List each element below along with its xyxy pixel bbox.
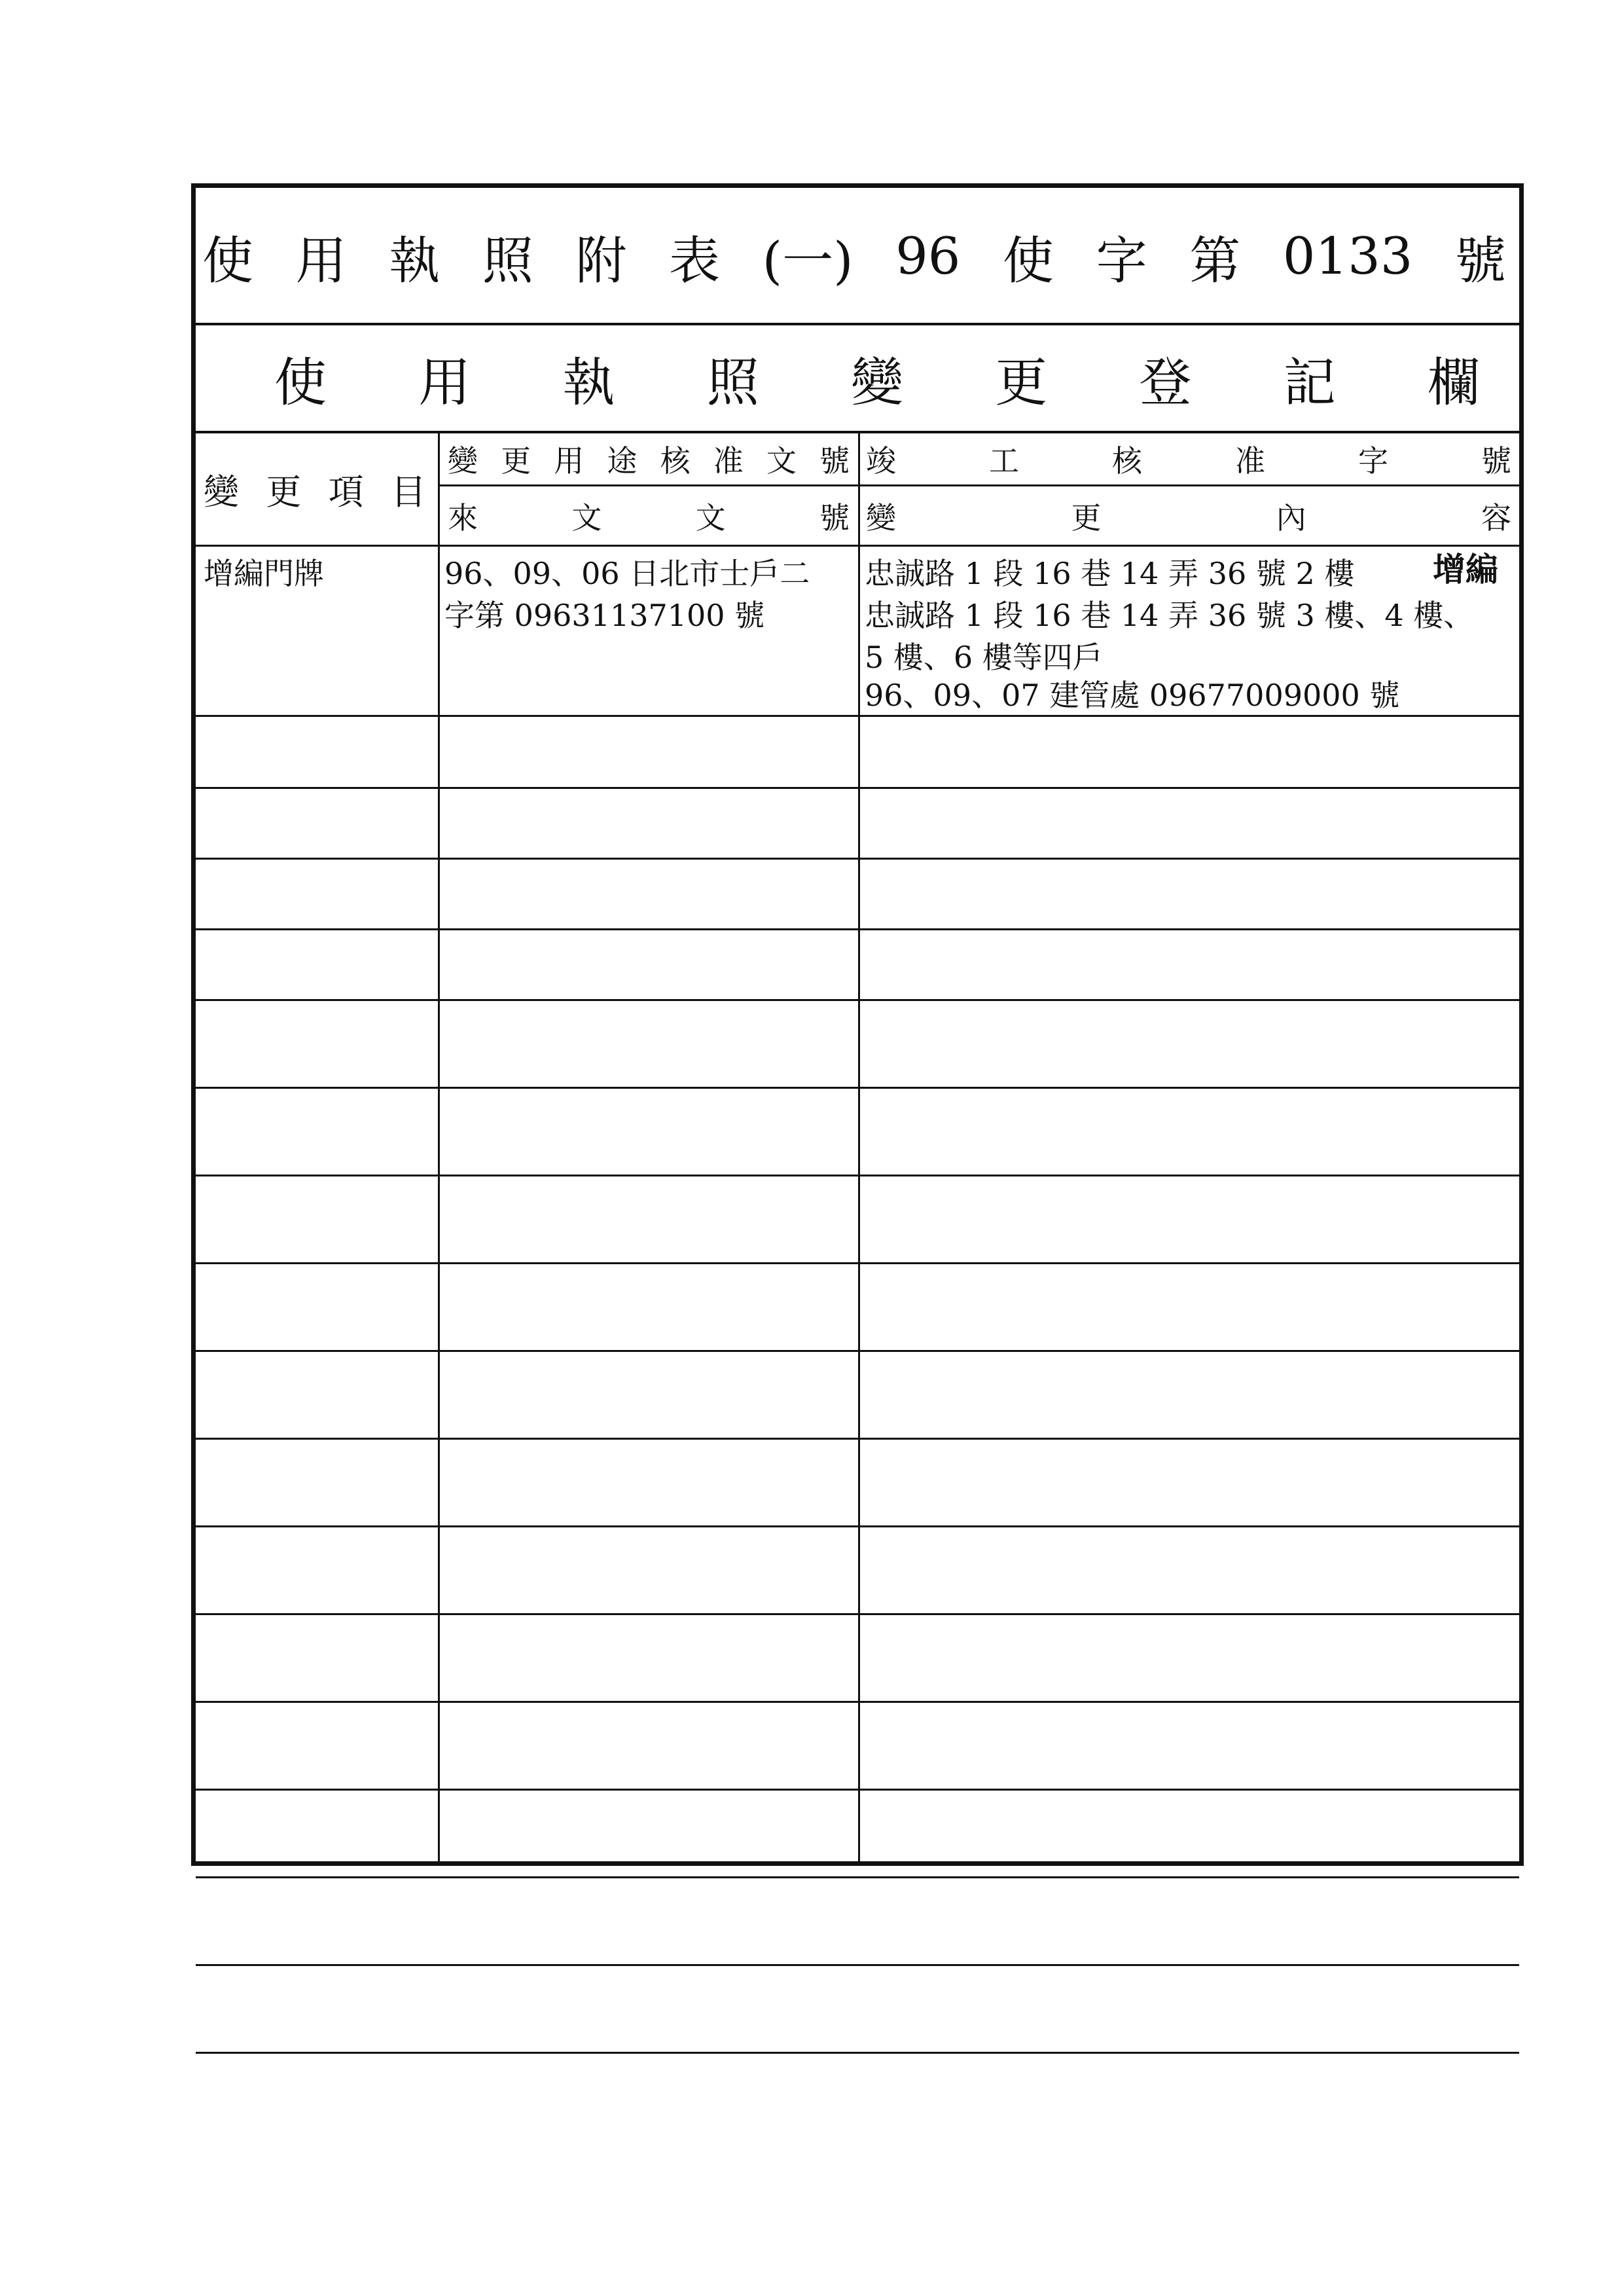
row-divider (196, 2052, 1519, 2054)
header-char: 更 (266, 471, 302, 513)
header-char: 更 (501, 443, 531, 479)
subtitle-char: 使 (274, 352, 327, 413)
row-divider (196, 1701, 1519, 1703)
column-divider (438, 433, 440, 1861)
row-divider (196, 1789, 1519, 1791)
row-content-line: 忠誠路 1 段 16 巷 14 弄 36 號 2 樓 (865, 556, 1355, 591)
header-char: 核 (660, 443, 691, 479)
row-divider (196, 1262, 1519, 1264)
subtitle-char: 更 (995, 352, 1048, 413)
title-char: 0133 (1282, 227, 1413, 286)
row-divider (196, 928, 1519, 930)
row-divider (196, 1876, 1519, 1878)
row-content-line: 5 樓、6 樓等四戶 (865, 640, 1103, 675)
column-divider (858, 433, 860, 1861)
subtitle-char: 記 (1283, 352, 1336, 413)
header-char: 文 (695, 500, 726, 536)
row-content-tag: 增編 (1433, 550, 1498, 589)
header-divider (196, 545, 1519, 547)
title-char: 第 (1189, 232, 1241, 291)
header-char: 項 (328, 471, 364, 513)
header-char: 工 (989, 443, 1019, 479)
header-char: 竣 (866, 443, 896, 479)
header-approval-doc-no (448, 433, 850, 484)
row-divider (196, 858, 1519, 860)
row-divider (196, 787, 1519, 789)
title-band (196, 188, 1519, 325)
subtitle-char: 變 (851, 352, 903, 413)
row-divider (196, 1613, 1519, 1615)
header-char: 准 (1235, 443, 1265, 479)
subtitle-char: 登 (1139, 352, 1192, 413)
subtitle-char: 欄 (1428, 352, 1480, 413)
title-char: 使 (1002, 232, 1054, 291)
header-char: 字 (1358, 443, 1388, 479)
header-char: 文 (766, 443, 797, 479)
header-change-content (866, 486, 1511, 545)
subtitle-band (196, 325, 1519, 433)
row-divider (196, 999, 1519, 1001)
document-title (196, 188, 1519, 325)
header-incoming-doc-no (448, 486, 850, 545)
header-char: 號 (1481, 443, 1511, 479)
title-char: (一) (762, 232, 854, 291)
header-char: 號 (819, 500, 850, 536)
title-char: 表 (669, 232, 721, 291)
row-divider (196, 1964, 1519, 1966)
header-char: 核 (1112, 443, 1142, 479)
subtitle-char: 用 (418, 352, 471, 413)
header-char: 准 (713, 443, 744, 479)
header-char: 來 (448, 500, 478, 536)
row-content-line: 忠誠路 1 段 16 巷 14 弄 36 號 3 樓、4 樓、 (865, 598, 1474, 633)
section-title (196, 325, 1519, 431)
title-char: 用 (295, 232, 347, 291)
row-divider (196, 1175, 1519, 1176)
header-char: 用 (554, 443, 584, 479)
row-doc-line: 96、09、06 日北市士戶二 (444, 556, 810, 591)
subtitle-char: 照 (706, 352, 759, 413)
header-char: 號 (819, 443, 850, 479)
header-char: 目 (390, 471, 426, 513)
row-divider (196, 1350, 1519, 1352)
row-divider (196, 1087, 1519, 1089)
row-change-item: 增編門牌 (204, 556, 324, 591)
header-char: 更 (1071, 500, 1102, 536)
row-divider (196, 1438, 1519, 1440)
row-doc-line: 字第 09631137100 號 (444, 598, 765, 633)
title-char: 號 (1454, 232, 1506, 291)
title-char: 字 (1096, 232, 1147, 291)
document-frame (191, 183, 1524, 1866)
header-char: 文 (571, 500, 602, 536)
row-divider (196, 1525, 1519, 1527)
title-char: 附 (575, 232, 627, 291)
title-char: 執 (389, 232, 440, 291)
header-char: 變 (866, 500, 896, 536)
title-char: 照 (482, 232, 533, 291)
header-change-item (204, 433, 426, 545)
header-completion-approval-no (866, 433, 1511, 484)
header-char: 途 (607, 443, 638, 479)
subtitle-char: 執 (562, 352, 615, 413)
title-char: 使 (202, 232, 254, 291)
header-char: 變 (448, 443, 478, 479)
header-char: 變 (204, 471, 239, 513)
header-char: 容 (1481, 500, 1511, 536)
registration-table (196, 433, 1519, 1861)
header-char: 內 (1276, 500, 1306, 536)
title-char: 96 (895, 227, 961, 286)
row-content-line: 96、09、07 建管處 09677009000 號 (865, 678, 1400, 713)
